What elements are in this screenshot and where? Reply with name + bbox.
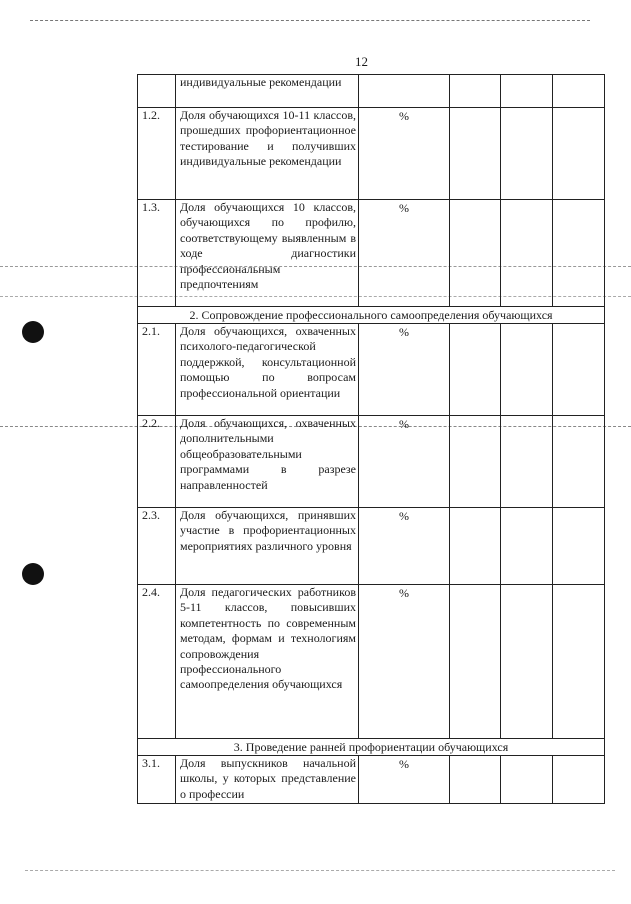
indicator-text: Доля педагогических работников 5-11 классов, повысивших компетентность по современным методам, формам и технологиям сопровождения профессионального самоопределения обучающихся xyxy=(176,585,359,739)
value-cell xyxy=(501,324,553,416)
section-header-row xyxy=(138,307,605,324)
punch-hole-top xyxy=(22,321,44,343)
unit-cell: % xyxy=(359,416,450,508)
section-title: 3. Проведение ранней профориентации обучающихся xyxy=(138,739,605,756)
value-cell xyxy=(450,75,501,108)
row-number: 2.3. xyxy=(138,508,176,585)
row-number: 1.2. xyxy=(138,108,176,200)
indicator-text: Доля обучающихся 10-11 классов, прошедших профориентационное тестирование и получивших индивидуальные рекомендации xyxy=(176,108,359,200)
scan-line-top xyxy=(30,20,590,21)
value-cell xyxy=(553,108,605,200)
table-row xyxy=(138,200,605,307)
scan-line-bottom xyxy=(25,870,615,871)
row-number: 3.1. xyxy=(138,756,176,804)
value-cell xyxy=(450,108,501,200)
unit-cell: % xyxy=(359,756,450,804)
row-number xyxy=(138,75,176,108)
unit-cell: % xyxy=(359,200,450,307)
punch-hole-bottom xyxy=(22,563,44,585)
unit-cell: % xyxy=(359,108,450,200)
unit-cell xyxy=(359,75,450,108)
table-row xyxy=(138,756,605,804)
value-cell xyxy=(450,756,501,804)
section-header-row xyxy=(138,739,605,756)
value-cell xyxy=(553,416,605,508)
table-row xyxy=(138,75,605,108)
page-number: 12 xyxy=(355,54,368,69)
value-cell xyxy=(501,108,553,200)
value-cell xyxy=(553,585,605,739)
indicator-text: Доля обучающихся, охваченных психолого-педагогической поддержкой, консультационной помощью по вопросам профессиональной ориентации xyxy=(176,324,359,416)
value-cell xyxy=(501,75,553,108)
section-title: 2. Сопровождение профессионального самоопределения обучающихся xyxy=(138,307,605,324)
indicator-text: Доля обучающихся, принявших участие в профориентационных мероприятиях различного уровня xyxy=(176,508,359,585)
value-cell xyxy=(553,200,605,307)
indicator-text: индивидуальные рекомендации xyxy=(176,75,359,108)
row-number: 2.1. xyxy=(138,324,176,416)
value-cell xyxy=(501,416,553,508)
value-cell xyxy=(553,756,605,804)
value-cell xyxy=(553,75,605,108)
value-cell xyxy=(450,585,501,739)
table-row xyxy=(138,108,605,200)
value-cell xyxy=(553,508,605,585)
indicators-table xyxy=(137,74,605,804)
table-row xyxy=(138,324,605,416)
row-number: 2.2. xyxy=(138,416,176,508)
row-number: 1.3. xyxy=(138,200,176,307)
value-cell xyxy=(450,200,501,307)
value-cell xyxy=(450,324,501,416)
value-cell xyxy=(501,508,553,585)
value-cell xyxy=(501,200,553,307)
table-row xyxy=(138,508,605,585)
table-row xyxy=(138,585,605,739)
value-cell xyxy=(450,508,501,585)
indicator-text: Доля выпускников начальной школы, у которых представление о профессии xyxy=(176,756,359,804)
unit-cell: % xyxy=(359,324,450,416)
table-row xyxy=(138,416,605,508)
indicator-text: Доля обучающихся 10 классов, обучающихся по профилю, соответствующему выявленным в ходе диагностики профессиональным предпочтениям xyxy=(176,200,359,307)
value-cell xyxy=(501,756,553,804)
value-cell xyxy=(450,416,501,508)
unit-cell: % xyxy=(359,508,450,585)
indicator-text: Доля обучающихся, охваченных дополнительными общеобразовательными программами в разрезе направленностей xyxy=(176,416,359,508)
value-cell xyxy=(553,324,605,416)
row-number: 2.4. xyxy=(138,585,176,739)
unit-cell: % xyxy=(359,585,450,739)
value-cell xyxy=(501,585,553,739)
